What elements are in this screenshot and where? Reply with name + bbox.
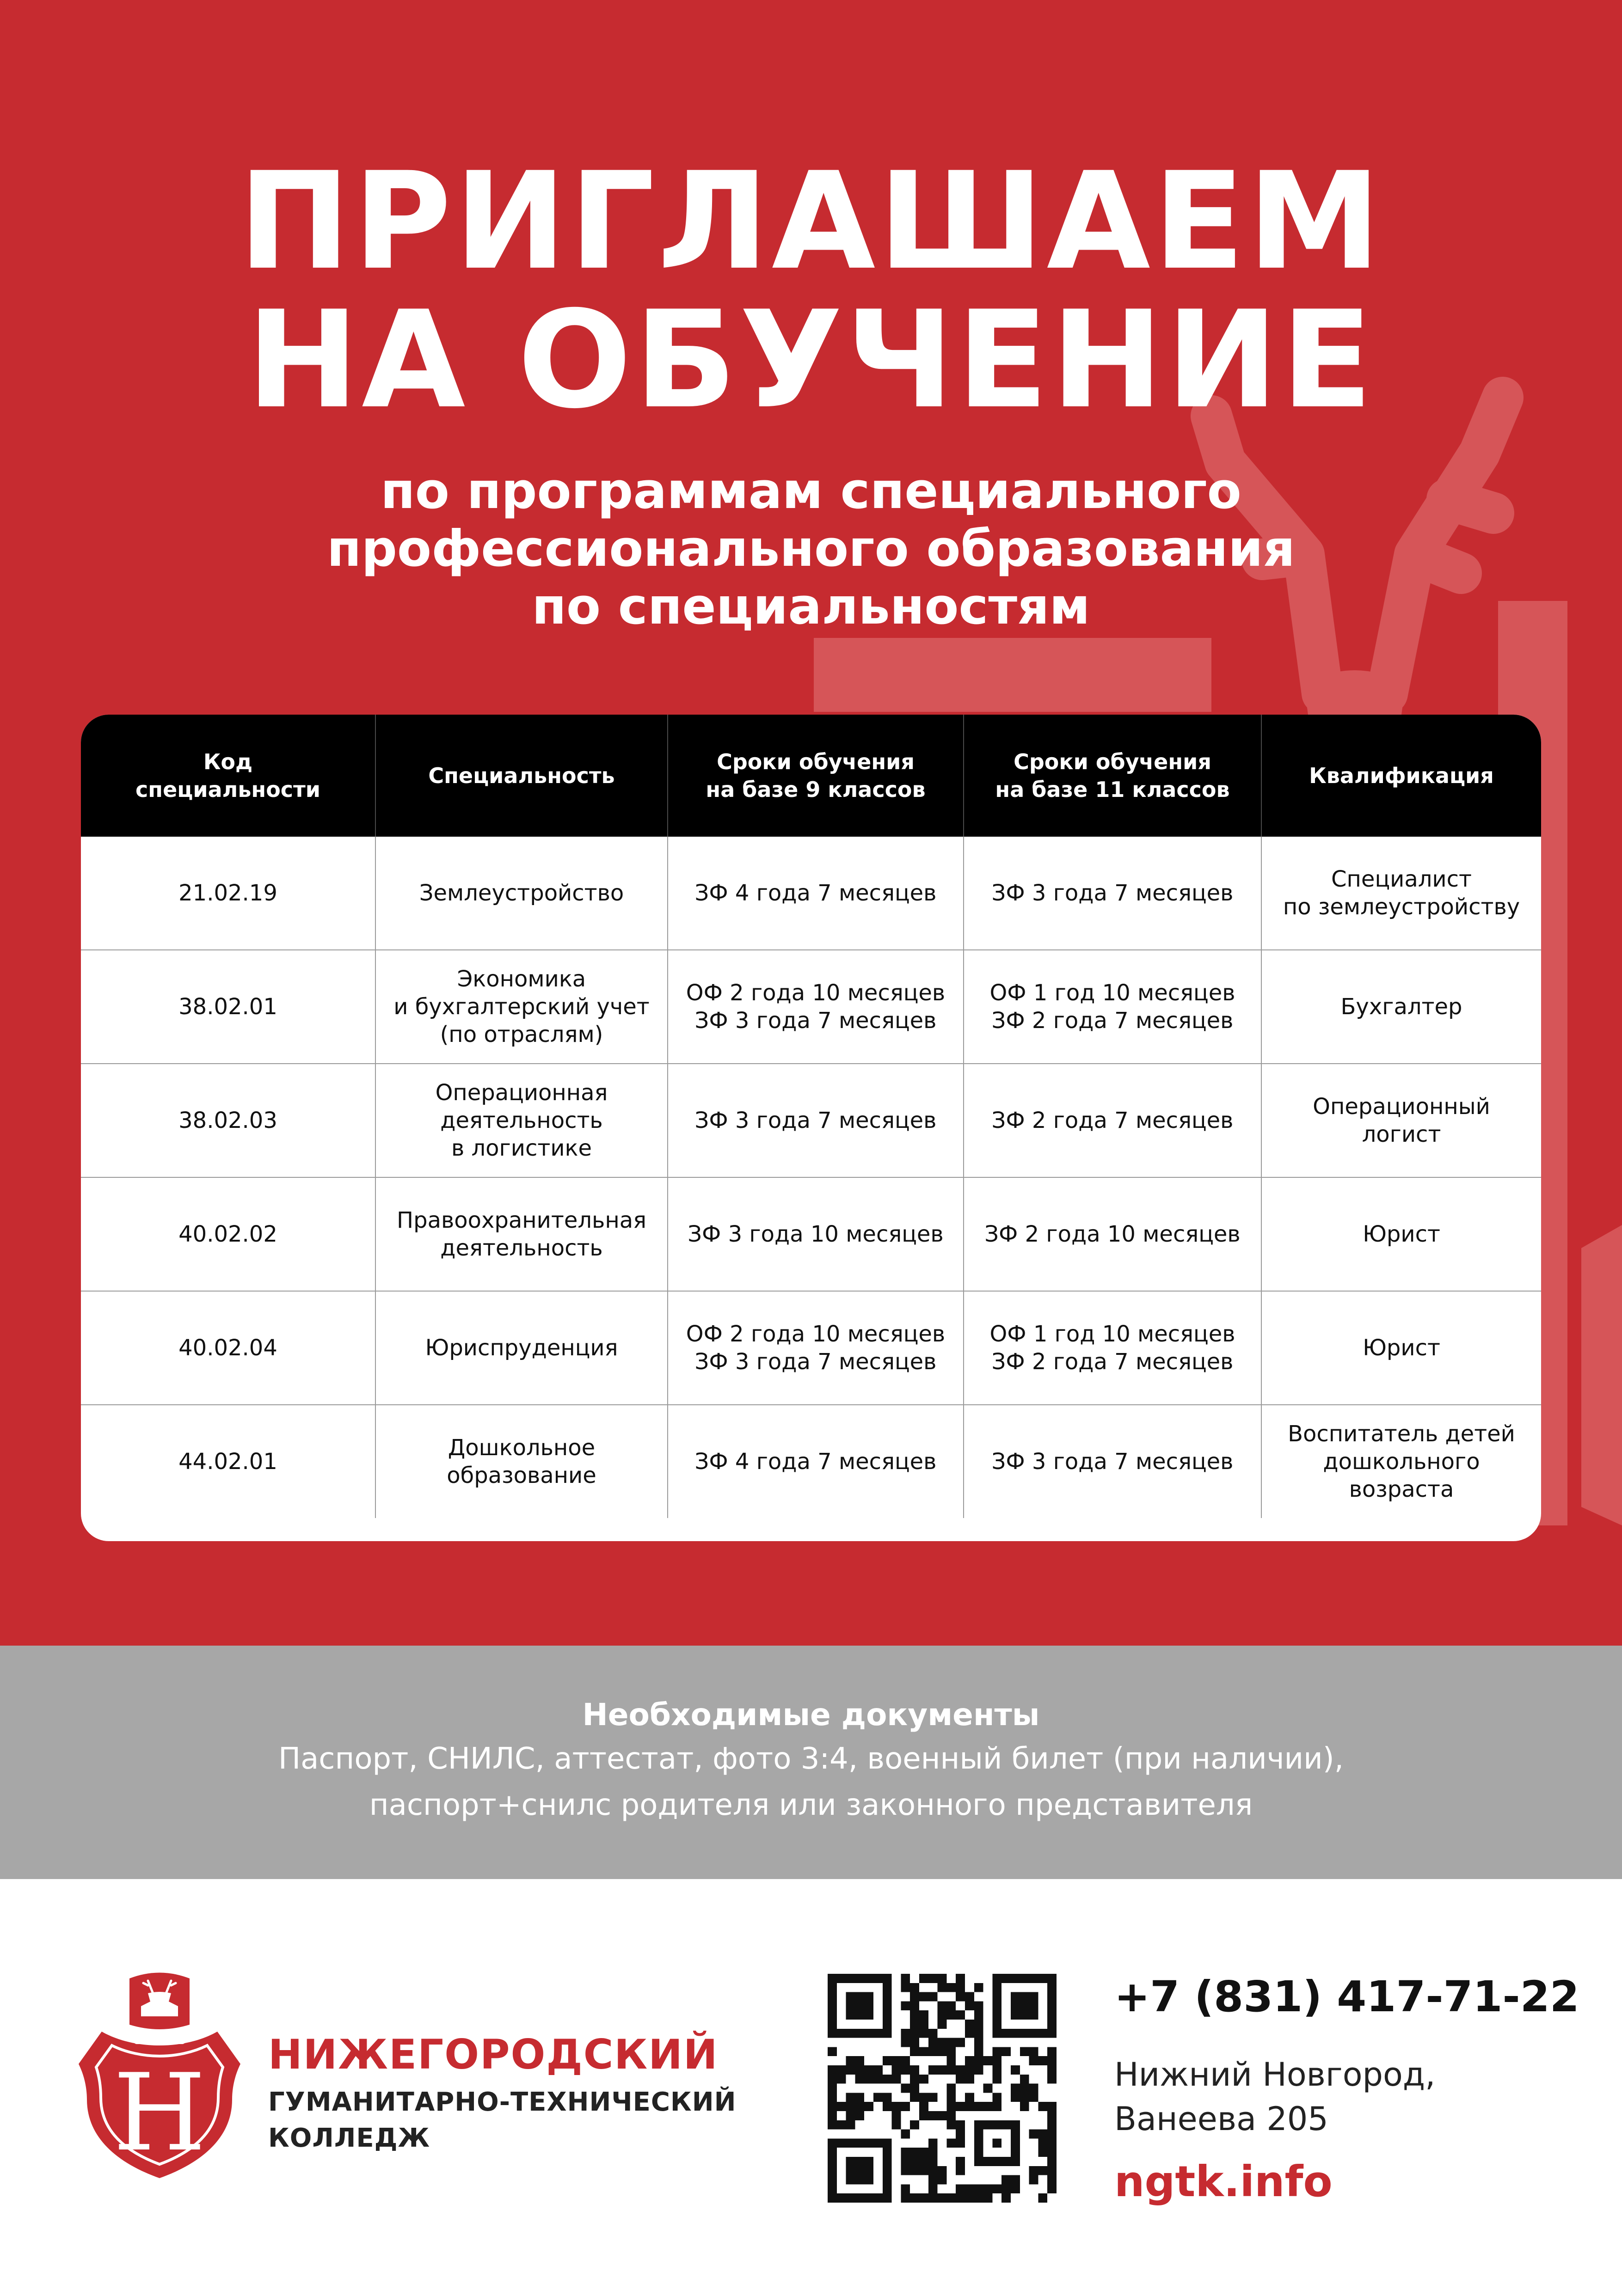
cell-duration-9: ЗФ 4 года 7 месяцев (668, 837, 964, 950)
cell-duration-9: ОФ 2 года 10 месяцев ЗФ 3 года 7 месяцев (668, 950, 964, 1064)
header-specialty: Специальность (375, 715, 668, 837)
table-row (81, 1291, 1541, 1405)
headline-line-1: ПРИГЛАШАЕМ (238, 144, 1384, 300)
table-row (81, 950, 1541, 1064)
cell-duration-11: ЗФ 2 года 10 месяцев (964, 1177, 1261, 1291)
cell-specialty: Операционная деятельность в логистике (375, 1064, 668, 1177)
cell-specialty: Экономика и бухгалтерский учет (по отраслям) (375, 950, 668, 1064)
college-subtitle-line-2: КОЛЛЕДЖ (268, 2123, 430, 2153)
table-row (81, 1177, 1541, 1291)
address-line-2: Ванеева 205 (1114, 2100, 1328, 2138)
subtitle-line-1: по программам специального (381, 462, 1241, 520)
college-name: НИЖЕГОРОДСКИЙ (268, 2031, 719, 2078)
cell-specialty: Дошкольное образование (375, 1405, 668, 1518)
cell-specialty: Землеустройство (375, 837, 668, 950)
headline (0, 144, 1622, 438)
cell-duration-11: ЗФ 3 года 7 месяцев (964, 1405, 1261, 1518)
cell-duration-11: ЗФ 3 года 7 месяцев (964, 837, 1261, 950)
college-name-block (268, 2032, 736, 2156)
cell-qualification: Операционный логист (1261, 1064, 1541, 1177)
cell-duration-11: ОФ 1 год 10 месяцев ЗФ 2 года 7 месяцев (964, 1291, 1261, 1405)
cell-qualification: Юрист (1261, 1291, 1541, 1405)
subtitle-line-2: профессионального образования (327, 520, 1295, 578)
cell-duration-9: ЗФ 3 года 7 месяцев (668, 1064, 964, 1177)
documents-band (0, 1646, 1622, 1879)
table-header-row (81, 715, 1541, 837)
cell-code: 44.02.01 (81, 1405, 375, 1518)
logo-letter: Н (113, 2051, 206, 2175)
specialties-table (81, 715, 1541, 1518)
college-logo-icon (74, 1965, 245, 2182)
cell-code: 38.02.01 (81, 950, 375, 1064)
header-duration-11: Сроки обучения на базе 11 классов (964, 715, 1261, 837)
cell-qualification: Бухгалтер (1261, 950, 1541, 1064)
subtitle (0, 462, 1622, 636)
documents-line-2: паспорт+снилс родителя или законного представителя (369, 1788, 1253, 1822)
cell-duration-11: ОФ 1 год 10 месяцев ЗФ 2 года 7 месяцев (964, 950, 1261, 1064)
cell-qualification: Юрист (1261, 1177, 1541, 1291)
cell-qualification: Специалист по землеустройству (1261, 837, 1541, 950)
cell-duration-9: ЗФ 3 года 10 месяцев (668, 1177, 964, 1291)
cell-duration-9: ЗФ 4 года 7 месяцев (668, 1405, 964, 1518)
cell-qualification: Воспитатель детей дошкольного возраста (1261, 1405, 1541, 1518)
table-row (81, 1405, 1541, 1518)
cell-duration-9: ОФ 2 года 10 месяцев ЗФ 3 года 7 месяцев (668, 1291, 964, 1405)
cell-duration-11: ЗФ 2 года 7 месяцев (964, 1064, 1261, 1177)
cell-code: 40.02.02 (81, 1177, 375, 1291)
documents-line-1: Паспорт, СНИЛС, аттестат, фото 3:4, военный билет (при наличии), (278, 1742, 1344, 1776)
specialties-table-card (81, 715, 1541, 1541)
website-link[interactable]: ngtk.info (1114, 2157, 1333, 2206)
cell-specialty: Юриспруденция (375, 1291, 668, 1405)
cell-code: 38.02.03 (81, 1064, 375, 1177)
address (1114, 2052, 1435, 2141)
subtitle-line-3: по специальностям (532, 578, 1090, 636)
cell-specialty: Правоохранительная деятельность (375, 1177, 668, 1291)
table-row (81, 837, 1541, 950)
documents-title: Необходимые документы (582, 1697, 1040, 1733)
qr-code-icon[interactable] (828, 1974, 1057, 2203)
cell-code: 40.02.04 (81, 1291, 375, 1405)
header-duration-9: Сроки обучения на базе 9 классов (668, 715, 964, 837)
header-qualification: Квалификация (1261, 715, 1541, 837)
header-code: Код специальности (81, 715, 375, 837)
headline-line-2: НА ОБУЧЕНИЕ (246, 282, 1376, 438)
table-row (81, 1064, 1541, 1177)
college-subtitle-line-1: ГУМАНИТАРНО-ТЕХНИЧЕСКИЙ (268, 2087, 737, 2117)
address-line-1: Нижний Новгород, (1114, 2056, 1436, 2094)
cell-code: 21.02.19 (178, 880, 277, 906)
phone-number[interactable]: +7 (831) 417-71-22 (1114, 1972, 1579, 2021)
college-subtitle (268, 2084, 736, 2156)
